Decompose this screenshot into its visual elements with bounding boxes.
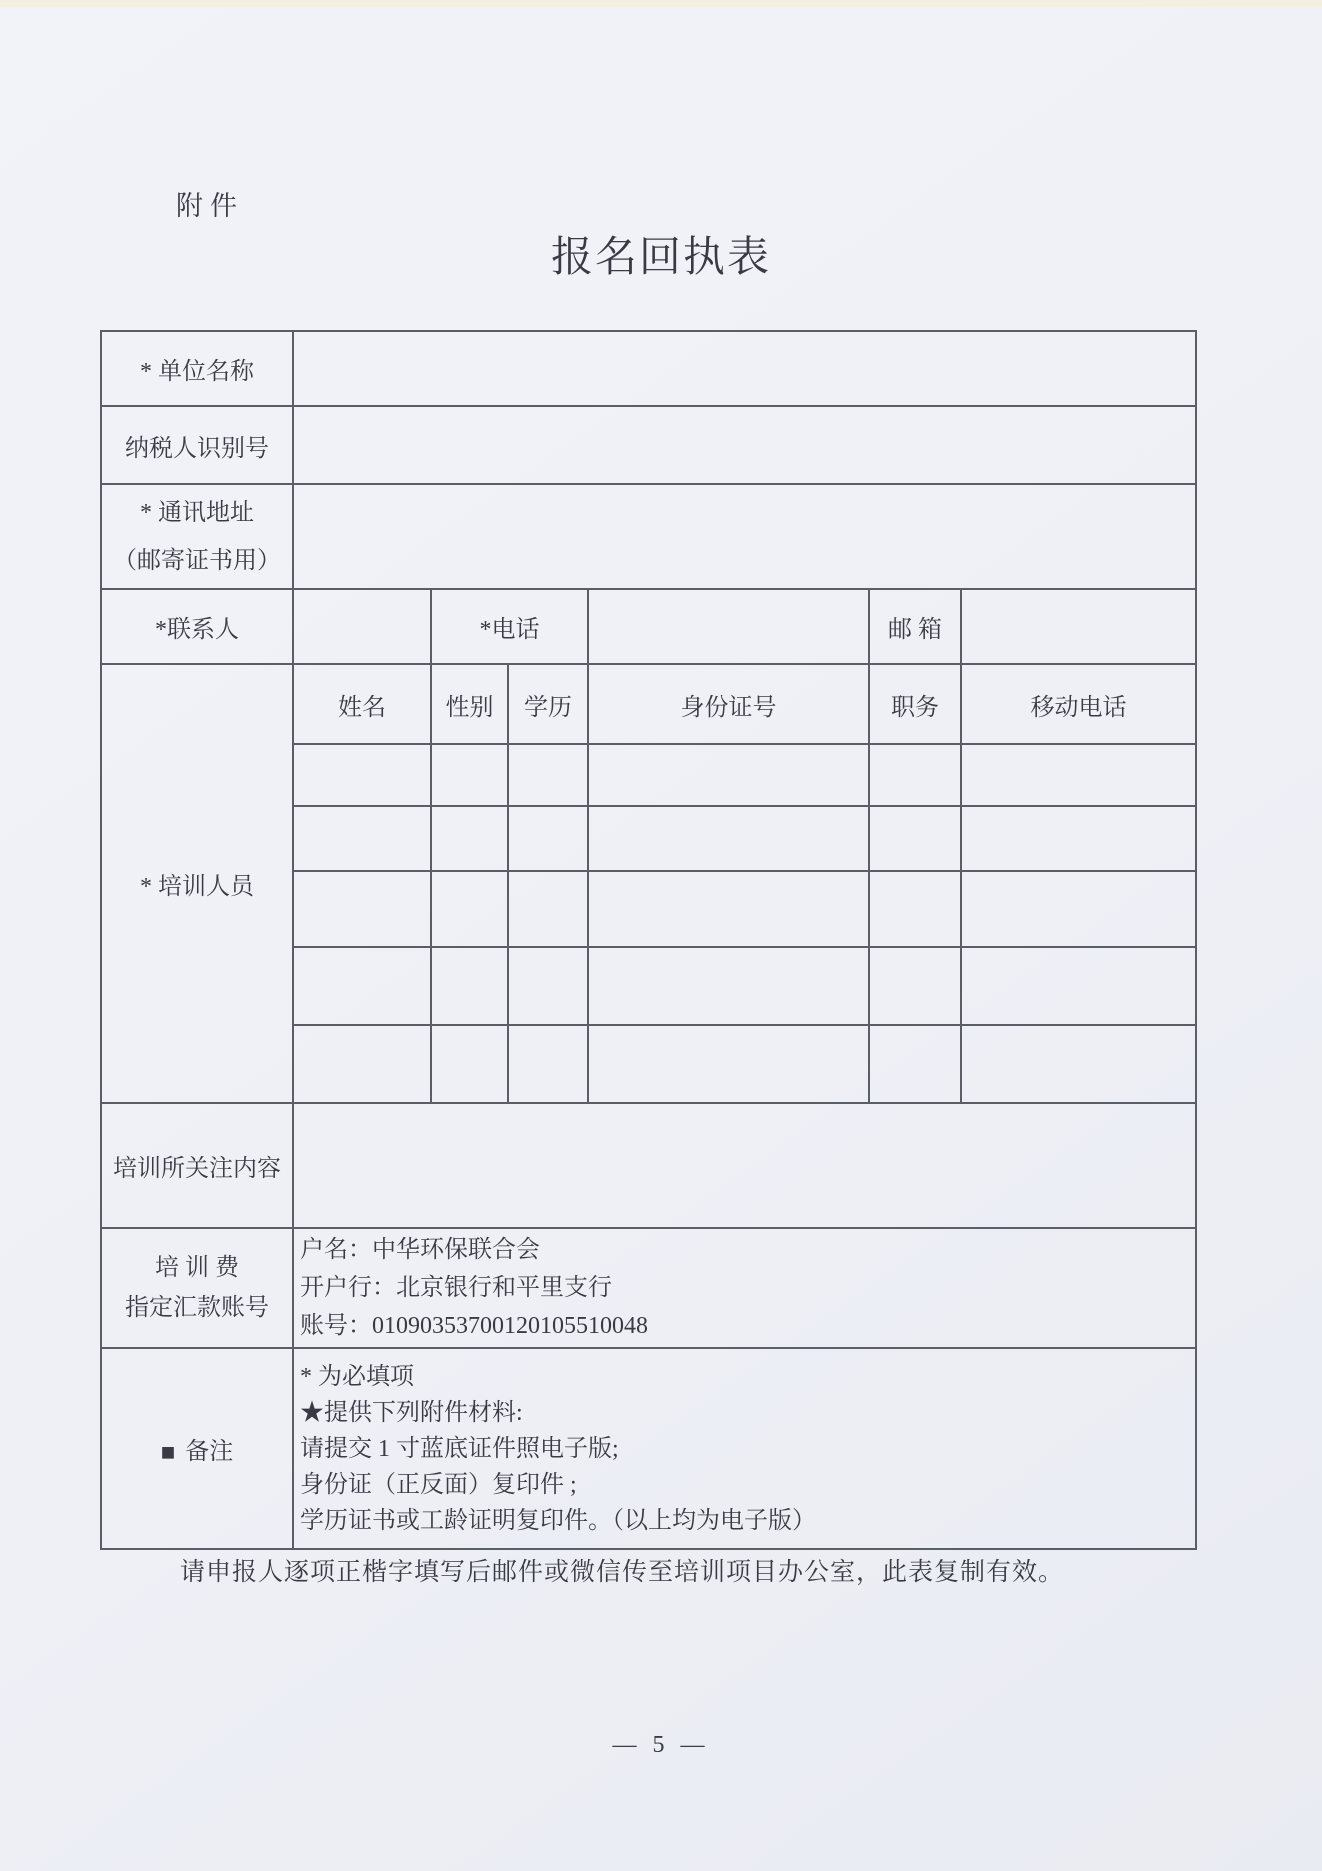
trainee-col-education: 学历 bbox=[508, 664, 588, 744]
row-taxpayer-id bbox=[101, 406, 1196, 484]
trainee-empty-cell bbox=[961, 1025, 1196, 1103]
training-focus-field bbox=[293, 1103, 1196, 1228]
trainee-empty-cell bbox=[588, 871, 869, 947]
row-remarks bbox=[101, 1348, 1196, 1549]
trainee-empty-cell bbox=[961, 947, 1196, 1025]
mailing-address-label-line1: * 通讯地址 bbox=[140, 499, 254, 526]
trainee-empty-cell bbox=[508, 1025, 588, 1103]
training-focus-label: 培训所关注内容 bbox=[101, 1103, 293, 1228]
black-square-icon: ■ bbox=[160, 1440, 176, 1466]
row-unit-name bbox=[101, 331, 1196, 406]
trainee-empty-cell bbox=[431, 1025, 508, 1103]
bank-account-holder: 户名：中华环保联合会 bbox=[300, 1237, 540, 1263]
trainee-empty-cell bbox=[961, 871, 1196, 947]
trainee-empty-cell bbox=[431, 871, 508, 947]
attachment-label: 附件 bbox=[176, 191, 244, 221]
page-title: 报名回执表 bbox=[550, 235, 771, 281]
bank-branch: 开户行：北京银行和平里支行 bbox=[300, 1275, 612, 1301]
row-trainee-header bbox=[101, 664, 1196, 744]
mailing-address-label-line2: （邮寄证书用） bbox=[113, 547, 281, 574]
mailing-address-field bbox=[293, 484, 1196, 589]
email-label: 邮 箱 bbox=[869, 589, 961, 664]
trainee-col-position: 职务 bbox=[869, 664, 961, 744]
trainee-empty-cell bbox=[869, 744, 961, 806]
trainee-empty-cell bbox=[588, 1025, 869, 1103]
trainees-label: * 培训人员 bbox=[101, 664, 293, 1103]
trainee-empty-cell bbox=[293, 1025, 431, 1103]
taxpayer-id-label: 纳税人识别号 bbox=[101, 406, 293, 484]
trainee-col-id-number: 身份证号 bbox=[588, 664, 869, 744]
remarks-label bbox=[101, 1348, 293, 1549]
trainee-empty-cell bbox=[508, 744, 588, 806]
trainee-col-gender: 性别 bbox=[431, 664, 508, 744]
email-field bbox=[961, 589, 1196, 664]
training-fee-label bbox=[101, 1228, 293, 1348]
remarks-line-attachments: ★提供下列附件材料: bbox=[300, 1399, 523, 1426]
mailing-address-label bbox=[101, 484, 293, 589]
row-training-fee bbox=[101, 1228, 1196, 1348]
trainee-col-mobile: 移动电话 bbox=[961, 664, 1196, 744]
remarks-label-text: 备注 bbox=[185, 1439, 234, 1465]
taxpayer-id-field bbox=[293, 406, 1196, 484]
trainee-empty-cell bbox=[508, 947, 588, 1025]
phone-field bbox=[588, 589, 869, 664]
unit-name-field bbox=[293, 331, 1196, 406]
phone-label: *电话 bbox=[431, 589, 588, 664]
trainee-empty-cell bbox=[588, 744, 869, 806]
trainee-empty-cell bbox=[588, 947, 869, 1025]
remarks-line-diploma: 学历证书或工龄证明复印件。（以上均为电子版） bbox=[300, 1507, 816, 1534]
trainee-empty-cell bbox=[431, 947, 508, 1025]
row-mailing-address bbox=[101, 484, 1196, 589]
trainee-empty-cell bbox=[869, 947, 961, 1025]
trainee-empty-cell bbox=[961, 744, 1196, 806]
training-fee-label-line2: 指定汇款账号 bbox=[125, 1295, 269, 1321]
contact-field bbox=[293, 589, 431, 664]
registration-form-table bbox=[100, 330, 1197, 1550]
trainee-empty-cell bbox=[869, 806, 961, 871]
trainee-empty-cell bbox=[431, 806, 508, 871]
trainee-empty-cell bbox=[508, 871, 588, 947]
training-fee-details bbox=[293, 1228, 1196, 1348]
page-number: — 5 — bbox=[612, 1732, 710, 1758]
contact-label: *联系人 bbox=[101, 589, 293, 664]
trainee-empty-cell bbox=[293, 744, 431, 806]
remarks-line-id-copy: 身份证（正反面）复印件 ; bbox=[300, 1471, 577, 1498]
trainee-empty-cell bbox=[508, 806, 588, 871]
training-fee-label-line1: 培 训 费 bbox=[155, 1255, 239, 1281]
scan-edge-strip bbox=[0, 0, 1322, 7]
footer-note: 请申报人逐项正楷字填写后邮件或微信传至培训项目办公室，此表复制有效。 bbox=[180, 1559, 1065, 1586]
unit-name-label: * 单位名称 bbox=[101, 331, 293, 406]
trainee-empty-cell bbox=[961, 806, 1196, 871]
remarks-line-photo: 请提交 1 寸蓝底证件照电子版; bbox=[300, 1435, 619, 1462]
row-training-focus bbox=[101, 1103, 1196, 1228]
remarks-content bbox=[293, 1348, 1196, 1549]
trainee-empty-cell bbox=[869, 1025, 961, 1103]
remarks-line-required: * 为必填项 bbox=[300, 1363, 414, 1390]
trainee-empty-cell bbox=[293, 871, 431, 947]
bank-account-number: 账号：01090353700120105510048 bbox=[300, 1313, 648, 1339]
trainee-empty-cell bbox=[869, 871, 961, 947]
trainee-col-name: 姓名 bbox=[293, 664, 431, 744]
trainee-empty-cell bbox=[431, 744, 508, 806]
trainee-empty-cell bbox=[293, 806, 431, 871]
trainee-empty-cell bbox=[293, 947, 431, 1025]
trainee-empty-cell bbox=[588, 806, 869, 871]
row-contact bbox=[101, 589, 1196, 664]
